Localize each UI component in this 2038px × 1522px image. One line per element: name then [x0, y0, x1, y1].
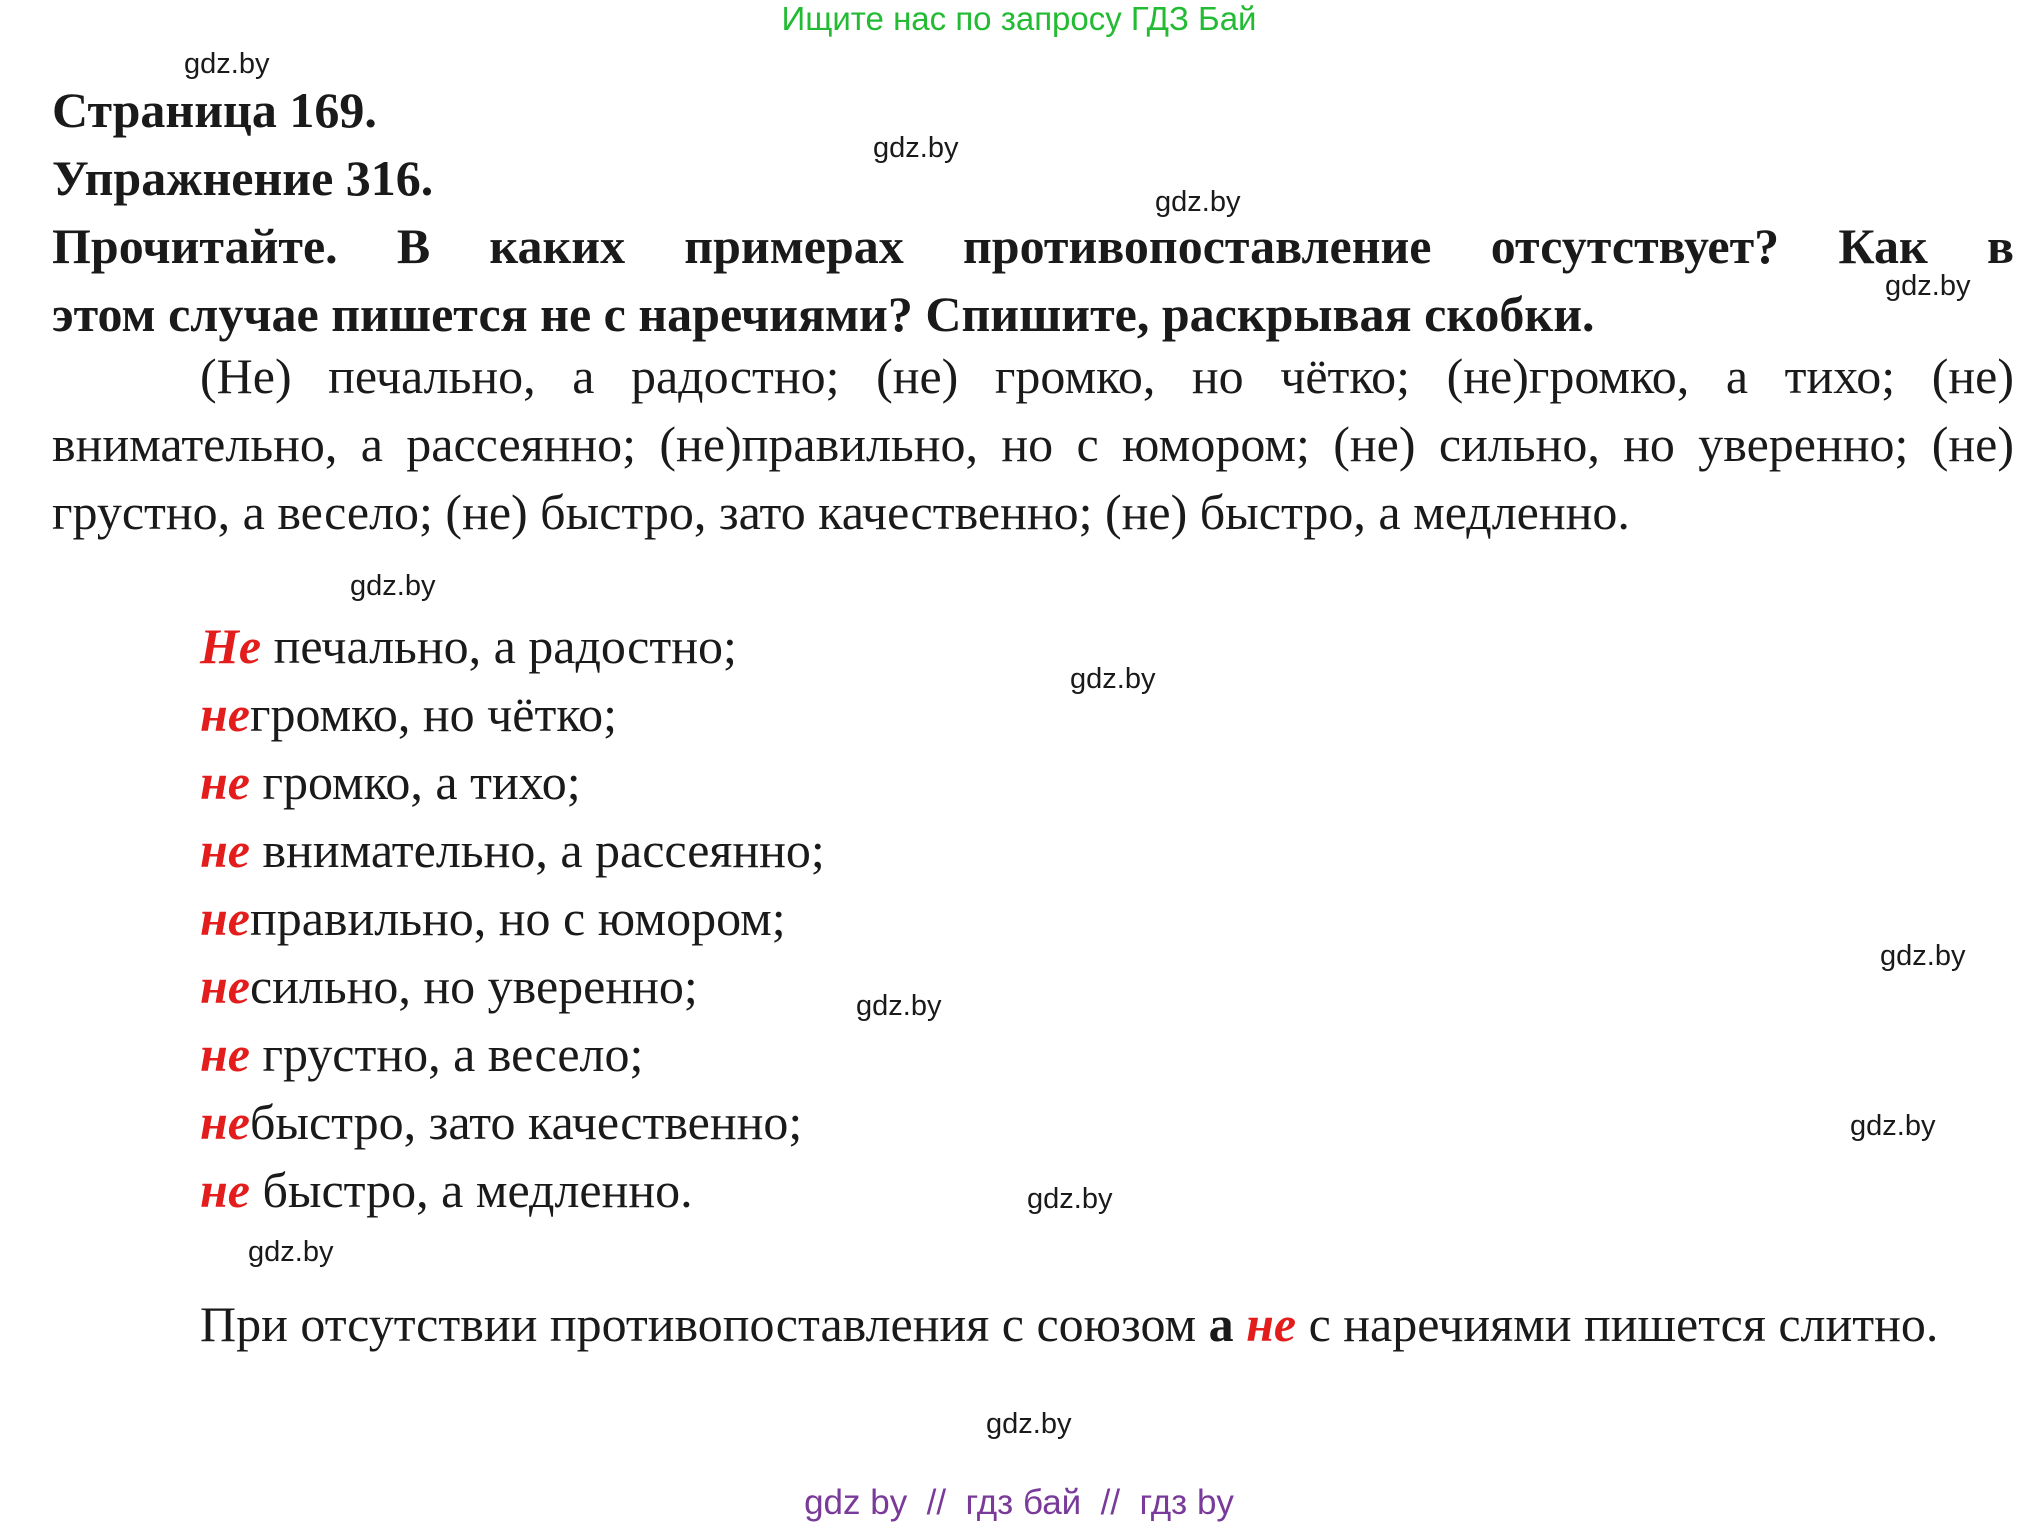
watermark: gdz.by — [350, 570, 436, 602]
answer-line — [200, 1156, 825, 1224]
answer-text: грустно, а весело; — [249, 1026, 644, 1082]
answer-text: громко, а тихо; — [249, 754, 581, 810]
ne-particle: не — [1246, 1296, 1297, 1352]
answer-list — [200, 612, 825, 1224]
ne-particle: не — [200, 686, 250, 742]
answer-text: сильно, но уверенно; — [249, 958, 698, 1014]
answer-text: печально, а радостно; — [261, 618, 737, 674]
ne-particle: Не — [200, 618, 262, 674]
task-line: Прочитайте. В каких примерах противопоставление отсутствует? Как в — [52, 218, 2014, 274]
watermark: gdz.by — [184, 48, 270, 80]
answer-text: правильно, но с юмором; — [249, 890, 786, 946]
ne-particle: не — [200, 1026, 250, 1082]
ne-particle: не — [200, 958, 250, 1014]
ne-particle: не — [200, 822, 250, 878]
answer-text: громко, но чётко; — [249, 686, 617, 742]
ne-particle: не — [200, 890, 250, 946]
top-banner[interactable]: Ищите нас по запросу ГДЗ Бай — [781, 0, 1257, 37]
watermark: gdz.by — [1850, 1110, 1936, 1142]
conclusion-part: с наречиями пишется слитно. — [1296, 1296, 1939, 1352]
page-heading: Страница 169. — [52, 82, 377, 138]
footer-links[interactable]: gdz by // гдз бай // гдз by — [804, 1483, 1234, 1522]
task-instructions — [52, 212, 2014, 348]
conjunction-a: а — [1208, 1296, 1234, 1352]
answer-text: быстро, зато качественно; — [249, 1094, 803, 1150]
conclusion-text — [52, 1290, 2014, 1358]
watermark: gdz.by — [873, 132, 959, 164]
watermark: gdz.by — [1155, 186, 1241, 218]
answer-line — [200, 884, 825, 952]
answer-line — [200, 952, 825, 1020]
watermark: gdz.by — [856, 990, 942, 1022]
watermark: gdz.by — [1027, 1183, 1113, 1215]
answer-line — [200, 816, 825, 884]
answer-text: быстро, а медленно. — [249, 1162, 693, 1218]
watermark: gdz.by — [248, 1236, 334, 1268]
answer-text: внимательно, а рассеянно; — [249, 822, 825, 878]
answer-line — [200, 748, 825, 816]
answer-line — [200, 1020, 825, 1088]
watermark: gdz.by — [986, 1408, 1072, 1440]
task-line: этом случае пишется не с наречиями? Спишите, раскрывая скобки. — [52, 286, 1595, 342]
answer-line — [200, 680, 825, 748]
answer-line — [200, 612, 825, 680]
conclusion-part: При отсутствии противопоставления с союзом — [200, 1296, 1209, 1352]
ne-particle: не — [200, 1162, 250, 1218]
ne-particle: не — [200, 1094, 250, 1150]
watermark: gdz.by — [1070, 663, 1156, 695]
ne-particle: не — [200, 754, 250, 810]
watermark: gdz.by — [1880, 940, 1966, 972]
watermark: gdz.by — [1885, 270, 1971, 302]
source-text: (Не) печально, а радостно; (не) громко, но чётко; (не)громко, а тихо; (не) внимательно, а рассеянно; (не)правильно, но с юмором; (не) сильно, но уверенно; (не) грустно, а весело; (не) быстро, зато качественно; (не) быстро, а медленно. — [52, 348, 2014, 540]
exercise-heading: Упражнение 316. — [52, 150, 434, 206]
answer-line — [200, 1088, 825, 1156]
